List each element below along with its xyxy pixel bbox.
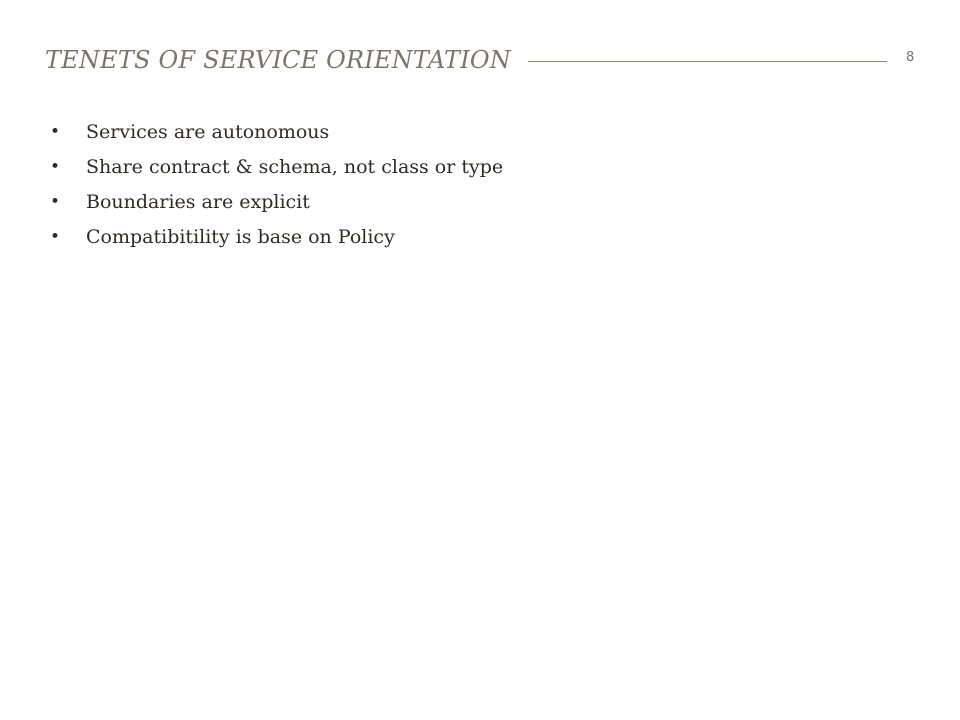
title-divider (528, 61, 887, 62)
page-number: 8 (906, 50, 915, 65)
bullet-icon: • (50, 157, 61, 177)
bullet-text: Compatibitility is base on Policy (86, 226, 395, 248)
bullet-icon: • (50, 122, 61, 142)
slide-title: TENETS OF SERVICE ORIENTATION (45, 46, 512, 74)
slide-header (45, 44, 925, 78)
bullet-icon: • (50, 227, 61, 247)
bullet-text: Share contract & schema, not class or type (86, 156, 504, 178)
bullet-icon: • (50, 192, 61, 212)
bullet-text: Boundaries are explicit (86, 191, 310, 213)
bullet-text: Services are autonomous (86, 121, 330, 143)
